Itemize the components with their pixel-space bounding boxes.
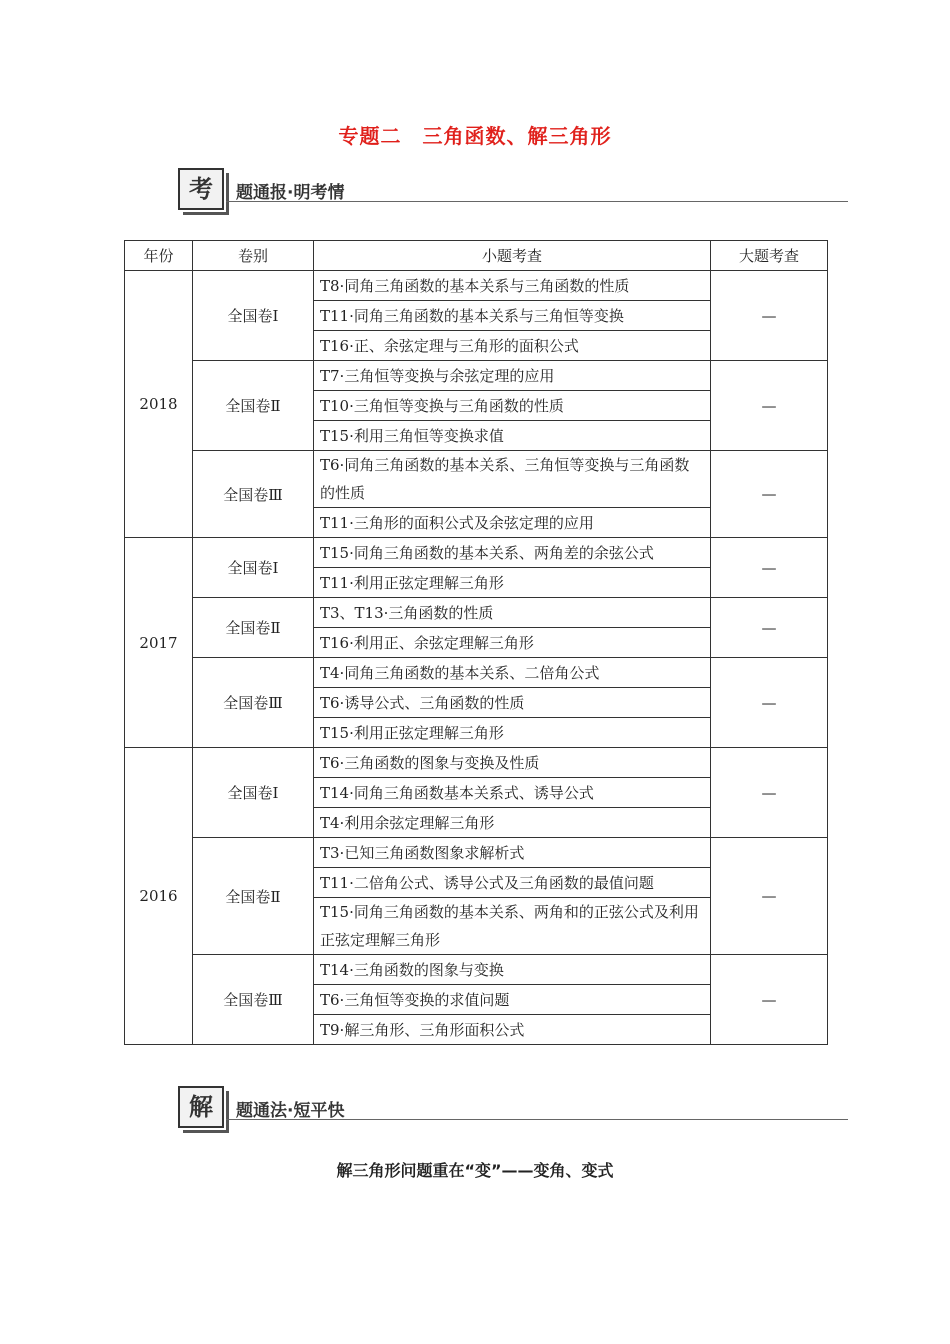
page-title: 专题二 三角函数、解三角形: [338, 124, 612, 148]
table-row: [125, 538, 828, 568]
small-question-cell: T15·利用三角恒等变换求值: [314, 421, 711, 451]
year-cell: 2018: [125, 271, 193, 538]
paper-cell: 全国卷Ⅰ: [193, 538, 314, 598]
table-body: [125, 271, 828, 1045]
big-question-cell: —: [711, 955, 828, 1045]
section-badge: 考: [178, 168, 224, 210]
paper-cell: 全国卷Ⅱ: [193, 838, 314, 955]
big-question-cell: —: [711, 748, 828, 838]
section-subtitle: 解三角形问题重在“变”——变角、变式: [336, 1161, 614, 1180]
small-question-cell: T14·三角函数的图象与变换: [314, 955, 711, 985]
table-row: [125, 271, 828, 301]
header-year: 年份: [125, 241, 193, 271]
section-rule: [226, 1119, 848, 1120]
table-row: [125, 748, 828, 778]
big-question-cell: —: [711, 838, 828, 955]
section-label: 题通法·短平快: [236, 1101, 345, 1121]
small-question-cell: T11·二倍角公式、诱导公式及三角函数的最值问题: [314, 868, 711, 898]
header-paper: 卷别: [193, 241, 314, 271]
paper-cell: 全国卷Ⅱ: [193, 598, 314, 658]
section-label: 题通报·明考情: [236, 183, 345, 203]
header-big-questions: 大题考查: [711, 241, 828, 271]
table-row: [125, 955, 828, 985]
small-question-cell: T11·利用正弦定理解三角形: [314, 568, 711, 598]
year-cell: 2016: [125, 748, 193, 1045]
paper-cell: 全国卷Ⅲ: [193, 658, 314, 748]
small-question-cell: T10·三角恒等变换与三角函数的性质: [314, 391, 711, 421]
header-small-questions: 小题考查: [314, 241, 711, 271]
small-question-cell: T16·正、余弦定理与三角形的面积公式: [314, 331, 711, 361]
small-question-cell: T16·利用正、余弦定理解三角形: [314, 628, 711, 658]
small-question-cell: T7·三角恒等变换与余弦定理的应用: [314, 361, 711, 391]
small-question-cell: T6·三角恒等变换的求值问题: [314, 985, 711, 1015]
small-question-cell: T6·诱导公式、三角函数的性质: [314, 688, 711, 718]
small-question-cell: T11·同角三角函数的基本关系与三角恒等变换: [314, 301, 711, 331]
table-row: [125, 361, 828, 391]
section-badge: 解: [178, 1086, 224, 1128]
paper-cell: 全国卷Ⅰ: [193, 271, 314, 361]
table-row: [125, 451, 828, 508]
small-question-cell: T8·同角三角函数的基本关系与三角函数的性质: [314, 271, 711, 301]
section-rule: [226, 201, 848, 202]
big-question-cell: —: [711, 538, 828, 598]
big-question-cell: —: [711, 658, 828, 748]
big-question-cell: —: [711, 361, 828, 451]
small-question-cell: T15·利用正弦定理解三角形: [314, 718, 711, 748]
year-cell: 2017: [125, 538, 193, 748]
paper-cell: 全国卷Ⅲ: [193, 451, 314, 538]
big-question-cell: —: [711, 451, 828, 538]
paper-cell: 全国卷Ⅱ: [193, 361, 314, 451]
small-question-cell: T3、T13·三角函数的性质: [314, 598, 711, 628]
table-row: [125, 598, 828, 628]
section-header-exam-overview: [178, 168, 848, 214]
exam-analysis-table: [124, 240, 828, 1045]
small-question-cell: T9·解三角形、三角形面积公式: [314, 1015, 711, 1045]
table-row: [125, 658, 828, 688]
small-question-cell: T6·同角三角函数的基本关系、三角恒等变换与三角函数的性质: [314, 451, 711, 508]
small-question-cell: T15·同角三角函数的基本关系、两角差的余弦公式: [314, 538, 711, 568]
table-row: [125, 838, 828, 868]
small-question-cell: T3·已知三角函数图象求解析式: [314, 838, 711, 868]
paper-cell: 全国卷Ⅰ: [193, 748, 314, 838]
section-header-methods: [178, 1086, 848, 1132]
small-question-cell: T6·三角函数的图象与变换及性质: [314, 748, 711, 778]
small-question-cell: T11·三角形的面积公式及余弦定理的应用: [314, 508, 711, 538]
small-question-cell: T4·利用余弦定理解三角形: [314, 808, 711, 838]
small-question-cell: T14·同角三角函数基本关系式、诱导公式: [314, 778, 711, 808]
table-header-row: [125, 241, 828, 271]
small-question-cell: T4·同角三角函数的基本关系、二倍角公式: [314, 658, 711, 688]
paper-cell: 全国卷Ⅲ: [193, 955, 314, 1045]
big-question-cell: —: [711, 598, 828, 658]
big-question-cell: —: [711, 271, 828, 361]
small-question-cell: T15·同角三角函数的基本关系、两角和的正弦公式及利用正弦定理解三角形: [314, 898, 711, 955]
